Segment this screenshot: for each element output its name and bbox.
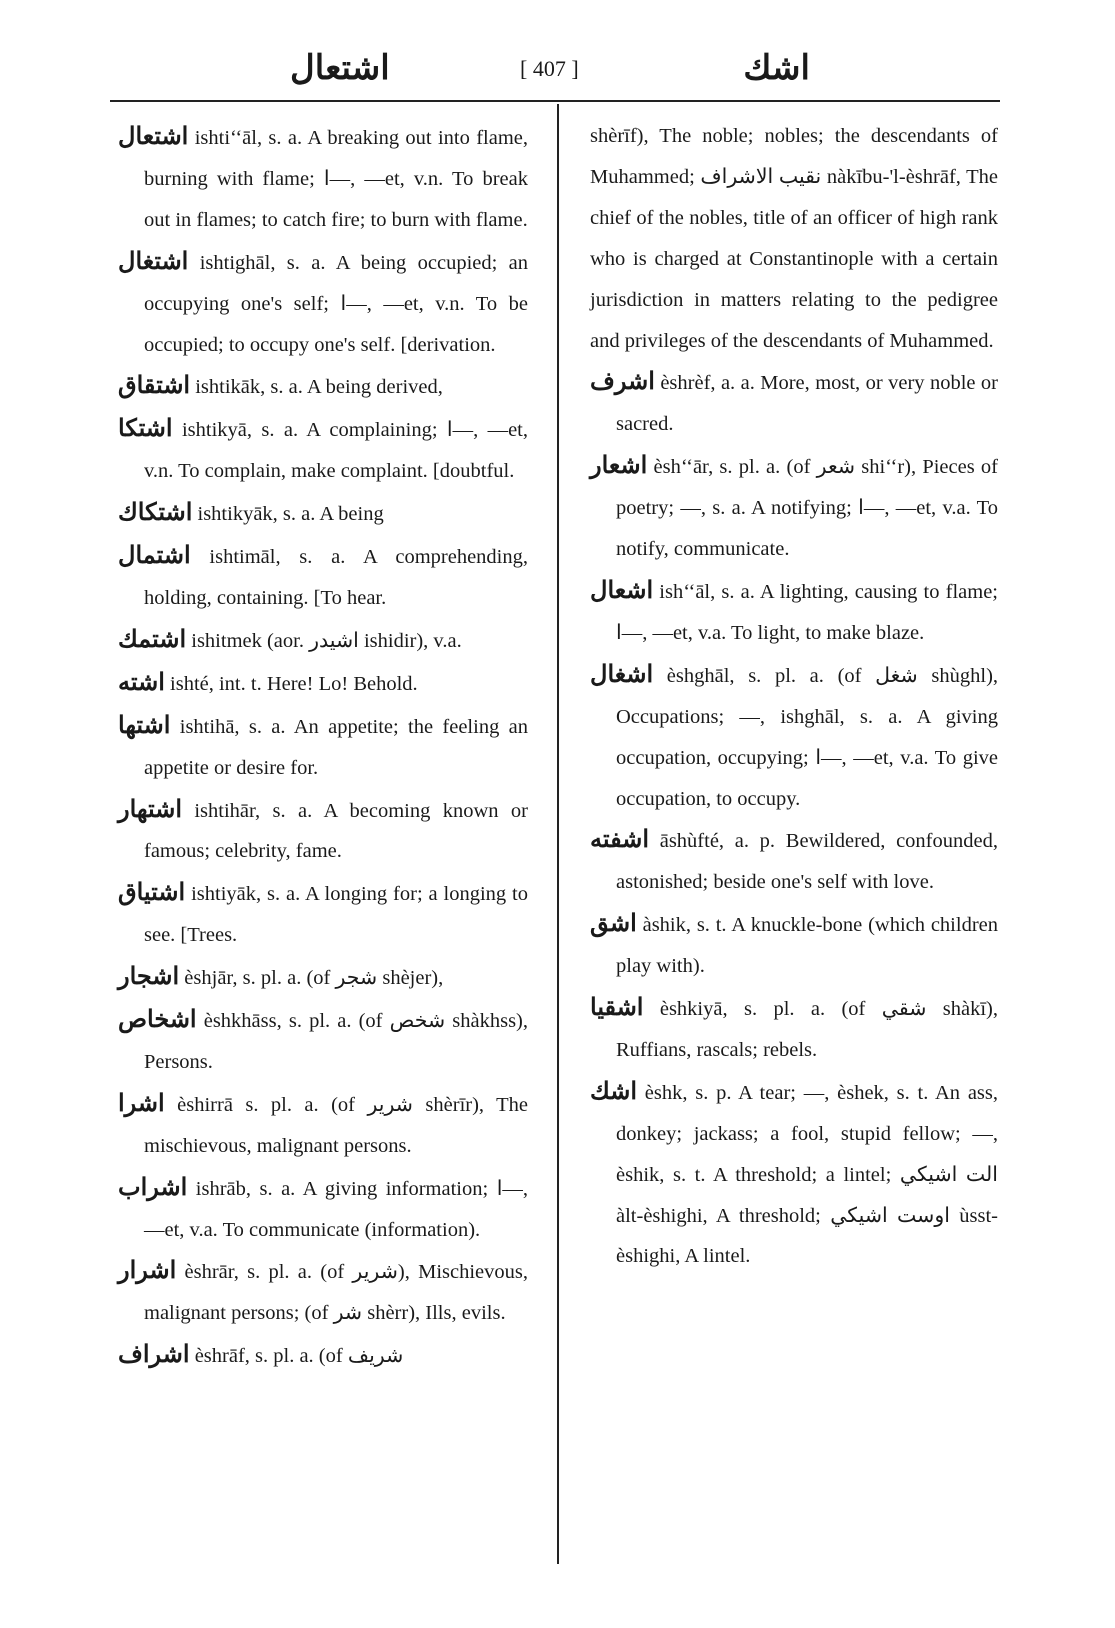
entry-headword: اشك xyxy=(590,1075,638,1105)
entry-text: èshkhāss, s. pl. a. (of شخص shàkhss), Persons. xyxy=(144,1010,529,1073)
dictionary-entry xyxy=(590,819,998,903)
dictionary-entry xyxy=(118,365,528,408)
dictionary-entry xyxy=(118,956,528,999)
entry-headword: اشعار xyxy=(590,450,648,480)
dictionary-entry xyxy=(590,903,998,987)
entry-text: shèrīf), The noble; nobles; the descendants of Muhammed; نقيب الاشراف nàkību-'l-èshrāf, The chief of the nobles, title of an officer of high rank who is charged at Constantinople with a certain jurisdiction in matters relating to the pedigree and privileges of the descendants of Muhammed. xyxy=(590,125,999,352)
entry-text: ishtiyāk, s. a. A longing for; a longing to see. [Trees. xyxy=(144,883,528,947)
entry-text: ishrāb, s. a. A giving information; ‌ا—, —et, v.a. To communicate (information). xyxy=(144,1177,529,1241)
entry-text: ishtighāl, s. a. A being occupied; an occupying one's self; ‌ا—, —et, v.n. To be occupied; to occupy one's self. [derivation. xyxy=(144,251,529,356)
dictionary-entry xyxy=(118,1334,528,1377)
left-column xyxy=(118,116,528,1377)
entry-text: ish‘‘āl, s. a. A lighting, causing to flame; ‌ا—, —et, v.a. To light, to make blaze. xyxy=(616,580,998,644)
entry-text: ishtihār, s. a. A becoming known or famous; celebrity, fame. xyxy=(144,799,528,863)
entry-headword: اشغال xyxy=(590,658,654,688)
entry-text: èshghāl, s. pl. a. (of شغل shùghl), Occupations; —, ishghāl, s. a. A giving occupation, occupying; ‌ا—, —et, v.a. To give occupation, to occupy. xyxy=(616,664,999,810)
column-divider xyxy=(557,104,559,1564)
running-head-left: اشتعال xyxy=(290,48,390,88)
entry-text: èshjār, s. pl. a. (of شجر shèjer), xyxy=(184,967,444,990)
entry-text: ishtimāl, s. a. A comprehending, holding, containing. [To hear. xyxy=(144,546,528,609)
entry-headword: اشته xyxy=(118,666,165,696)
entry-text: ishtikyāk, s. a. A being xyxy=(197,503,384,526)
entry-text: ishitmek (aor. اشيدر ishidir), v.a. xyxy=(191,629,462,652)
entry-headword: اشتمال xyxy=(118,540,191,570)
entry-text: èshkiyā, s. pl. a. (of شقي shàkī), Ruffians, rascals; rebels. xyxy=(616,998,999,1061)
entry-headword: اشتهار xyxy=(118,793,182,823)
entry-text: āshùfté, a. p. Bewildered, confounded, astonished; beside one's self with love. xyxy=(616,830,998,894)
dictionary-entry xyxy=(118,408,528,492)
dictionary-entry xyxy=(118,705,528,789)
dictionary-entry xyxy=(118,535,528,619)
dictionary-entry xyxy=(590,570,998,654)
page-header xyxy=(110,48,990,98)
entry-text: èshrèf, a. a. More, most, or very noble or sacred. xyxy=(616,372,998,436)
entry-text: ishté, int. t. Here! Lo! Behold. xyxy=(170,672,418,695)
dictionary-entry xyxy=(590,987,998,1071)
entry-headword: اشتمك xyxy=(118,623,187,653)
dictionary-entry xyxy=(118,789,528,873)
entry-headword: اشتغال xyxy=(118,245,189,275)
dictionary-entry xyxy=(118,492,528,535)
entry-text: àshik, s. t. A knuckle-bone (which children play with). xyxy=(616,914,998,978)
entry-headword: اشتكاك xyxy=(118,497,193,527)
entry-text: ishtikāk, s. a. A being derived, xyxy=(195,376,443,399)
dictionary-entry xyxy=(590,1071,998,1278)
dictionary-entry xyxy=(118,662,528,705)
dictionary-entry xyxy=(118,1083,528,1167)
entry-text: èsh‘‘ār, s. pl. a. (of شعر shi‘‘r), Pieces of poetry; —, s. a. A notifying; ‌ا—, —et, v.a. To notify, communicate. xyxy=(616,456,999,561)
entry-headword: اشرار xyxy=(118,1255,177,1285)
dictionary-entry xyxy=(118,1167,528,1251)
dictionary-entry xyxy=(118,872,528,956)
entry-headword: اشقيا xyxy=(590,992,644,1022)
dictionary-entry xyxy=(118,241,528,366)
entry-text: ishti‘‘āl, s. a. A breaking out into flame, burning with flame; ‌ا—, —et, v.n. To break out in flames; to catch fire; to burn with flame. xyxy=(144,127,528,231)
entry-headword: اشتعال xyxy=(118,121,189,150)
entry-headword: اشفته xyxy=(590,824,650,854)
entry-headword: اشراف xyxy=(118,1339,190,1369)
entry-text: èshrār, s. pl. a. (of شرير), Mischievous, malignant persons; (of شر shèrr), Ills, evils. xyxy=(144,1261,529,1325)
running-head-right: اشك xyxy=(743,48,810,88)
page-number: [ 407 ] xyxy=(520,56,579,81)
dictionary-entry xyxy=(590,116,998,361)
dictionary-entry xyxy=(118,1250,528,1334)
right-column xyxy=(590,116,998,1277)
dictionary-entry xyxy=(118,619,528,662)
entry-text: ishtihā, s. a. An appetite; the feeling an appetite or desire for. xyxy=(144,715,529,779)
dictionary-entry xyxy=(590,654,998,820)
dictionary-entry xyxy=(590,445,998,570)
header-rule xyxy=(110,100,1000,102)
entry-headword: اشق xyxy=(590,908,637,938)
entry-text: ishtikyā, s. a. A complaining; ‌ا—, —et, v.n. To complain, make complaint. [doubtful. xyxy=(144,419,529,483)
dictionary-entry xyxy=(118,116,528,241)
entry-headword: اشتياق xyxy=(118,877,186,907)
entry-headword: اشرا xyxy=(118,1087,165,1117)
entry-headword: اشتقاق xyxy=(118,370,191,400)
entry-headword: اشرف xyxy=(590,366,655,396)
dictionary-entry xyxy=(118,999,528,1083)
entry-headword: اشتها xyxy=(118,709,171,739)
dictionary-entry xyxy=(590,361,998,445)
entry-text: èshk, s. p. A tear; —, èshek, s. t. An ass, donkey; jackass; a fool, stupid fellow; —, èshik, s. t. A threshold; a lintel; الت اشيكي àlt-èshighi, A threshold; اوست اشيكي ùsst-èshighi, A lintel. xyxy=(616,1081,999,1268)
entry-headword: اشتكا xyxy=(118,413,173,443)
entry-headword: اشعال xyxy=(590,574,654,604)
entry-headword: اشراب xyxy=(118,1171,188,1201)
entry-text: èshirrā s. pl. a. (of شرير shèrīr), The mischievous, malignant persons. xyxy=(144,1093,528,1157)
entry-headword: اشخاص xyxy=(118,1004,197,1034)
entry-text: èshrāf, s. pl. a. (of شريف xyxy=(194,1345,404,1368)
entry-headword: اشجار xyxy=(118,961,180,991)
